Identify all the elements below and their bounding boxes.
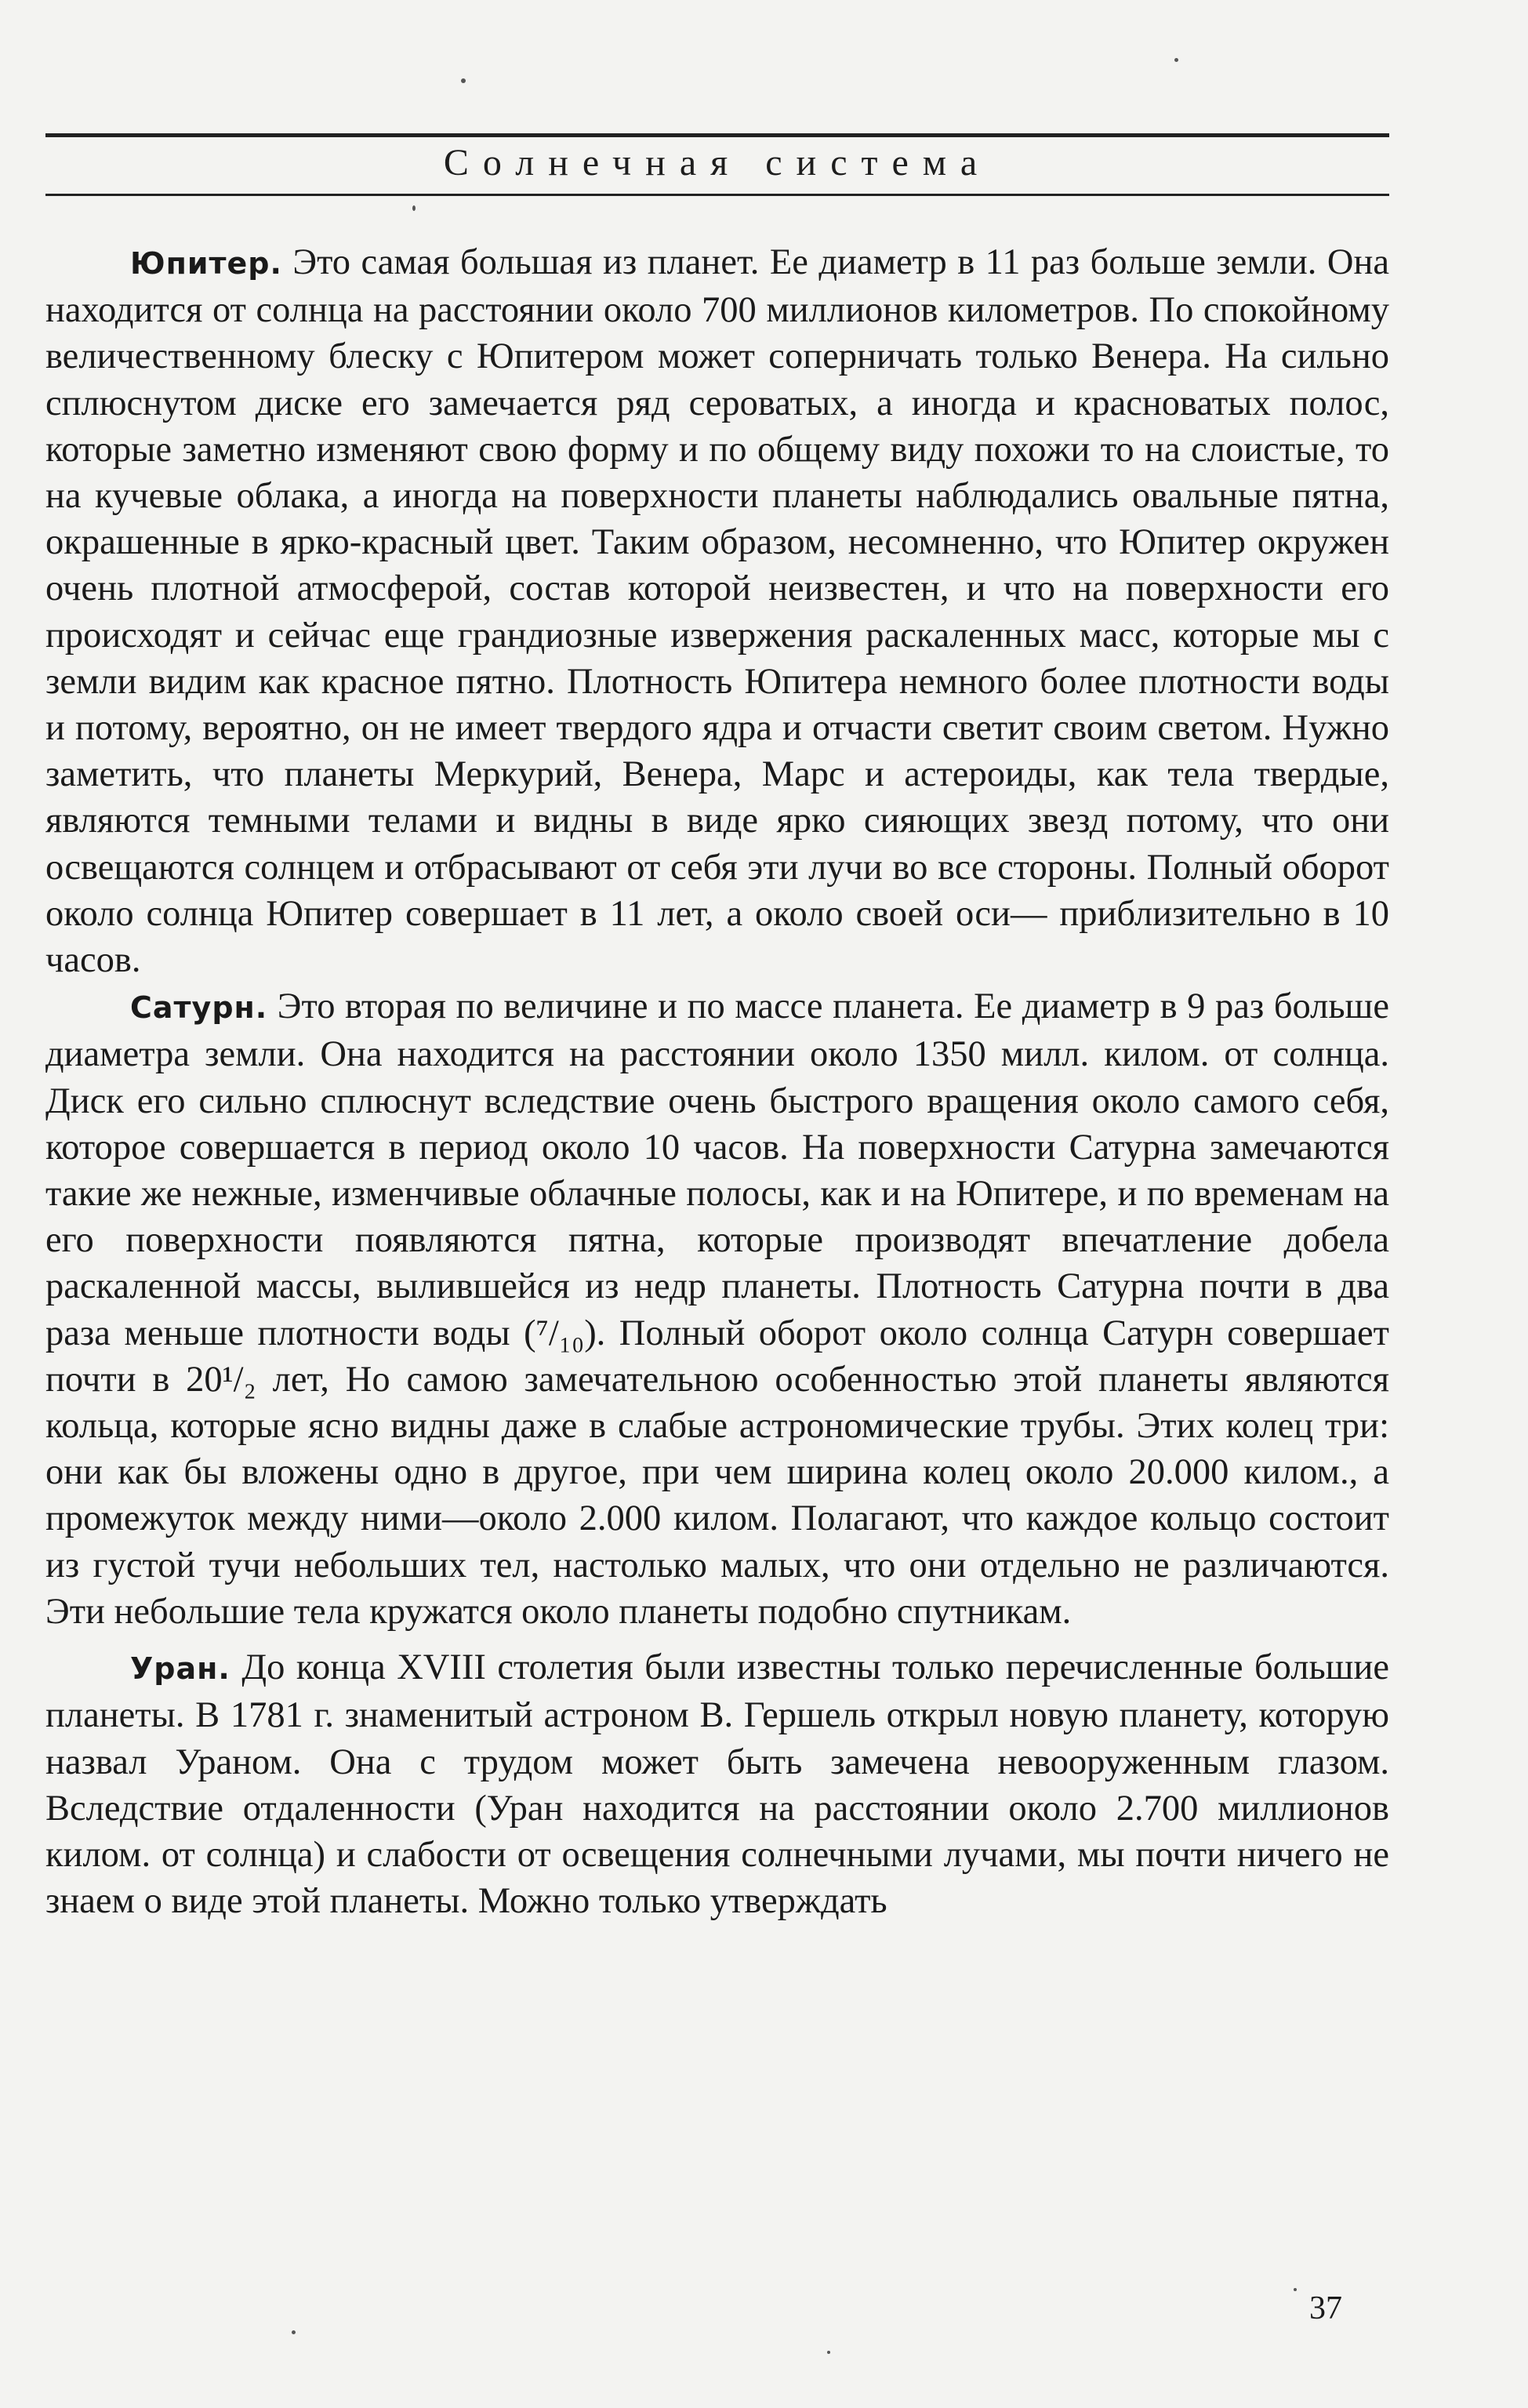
- paragraph-uranus: [45, 1644, 1389, 1924]
- body-text: [45, 239, 1389, 1924]
- paper-speck: [1294, 2288, 1297, 2291]
- paragraph-text-saturn: Это вторая по величине и по массе планета. Ее диаметр в 9 раз больше диаметра земли. Она находится на расстоянии около 1350 милл. килом. от солнца. Диск его сильно сплюснут вследствие очень быстрого вращения около самого себя, которое совершается в период около 10 часов. На поверхности Сатурна замечаются такие же нежные, изменчивые облачные полосы, как и на Юпитере, и по временам на его поверхности появляются пятна, которые производят впечатление добела раскаленной массы, вылившейся из недр планеты. Плотность Сатурна почти в два раза меньше плотности воды (⁷/₁₀). Полный оборот около солнца Сатурн совершает почти в 20¹/₂ лет, Но самою замечательною особенностью этой планеты являются кольца, которые ясно видны даже в слабые астрономические трубы. Этих колец три: они как бы вложены одно в другое, при чем ширина колец около 20.000 килом., а промежуток между ними—около 2.000 килом. Полагают, что каждое кольцо состоит из густой тучи небольших тел, настолько малых, что они отдельно не различаются. Эти небольшие тела кружатся около планеты подобно спутникам.: [45, 986, 1389, 1632]
- page-number: 37: [1309, 2290, 1342, 2326]
- paragraph-text-jupiter: Это самая большая из планет. Ее диаметр в 11 раз больше земли. Она находится от солнца на расстоянии около 700 миллионов километров. По спокойному величественному блеску с Юпитером может соперничать только Венера. На сильно сплюснутом диске его замечается ряд сероватых, а иногда и красноватых полос, которые заметно изменяют свою форму и по общему виду похожи то на слоистые, то на кучевые облака, а иногда на поверхности планеты наблюдались овальные пятна, окрашенные в ярко-красный цвет. Таким образом, несомненно, что Юпитер окружен очень плотной атмосферой, состав которой неизвестен, и что на поверхности его происходят и сейчас еще грандиозные извержения раскаленных масс, которые мы с земли видим как красное пятно. Плотность Юпитера немного более плотности воды и потому, вероятно, он не имеет твердого ядра и отчасти светит своим светом. Нужно заметить, что планеты Меркурий, Венера, Марс и астероиды, как тела твердые, являются темными телами и видны в виде ярко сияющих звезд потому, что они освещаются солнцем и отбрасывают от себя эти лучи во все стороны. Полный оборот около солнца Юпитер совершает в 11 лет, а около своей оси— приблизительно в 10 часов.: [45, 242, 1389, 981]
- paragraph-lead-saturn: Сатурн.: [130, 990, 268, 1026]
- paragraph-lead-jupiter: Юпитер.: [130, 246, 282, 281]
- header-bottom-rule: [45, 194, 1389, 196]
- paper-speck: [461, 78, 466, 83]
- running-head: Солнечная система: [443, 142, 992, 183]
- paper-speck: [1174, 58, 1178, 62]
- paper-speck: [827, 2351, 830, 2354]
- paragraph-text-uranus: До конца XVIII столетия были известны только перечисленные большие планеты. В 1781 г. знаменитый астроном В. Гершель открыл новую планету, которую назвал Ураном. Она с трудом может быть замечена невооруженным глазом. Вследствие отдаленности (Уран находится на расстоянии около 2.700 миллионов килом. от солнца) и слабости от освещения солнечными лучами, мы почти ничего не знаем о виде этой планеты. Можно только утверждать: [45, 1647, 1389, 1922]
- paragraph-lead-uranus: Уран.: [130, 1651, 230, 1687]
- paragraph-jupiter: [45, 239, 1389, 983]
- paper-speck: [412, 205, 416, 211]
- paper-speck: [292, 2330, 296, 2334]
- paragraph-saturn: [45, 983, 1389, 1635]
